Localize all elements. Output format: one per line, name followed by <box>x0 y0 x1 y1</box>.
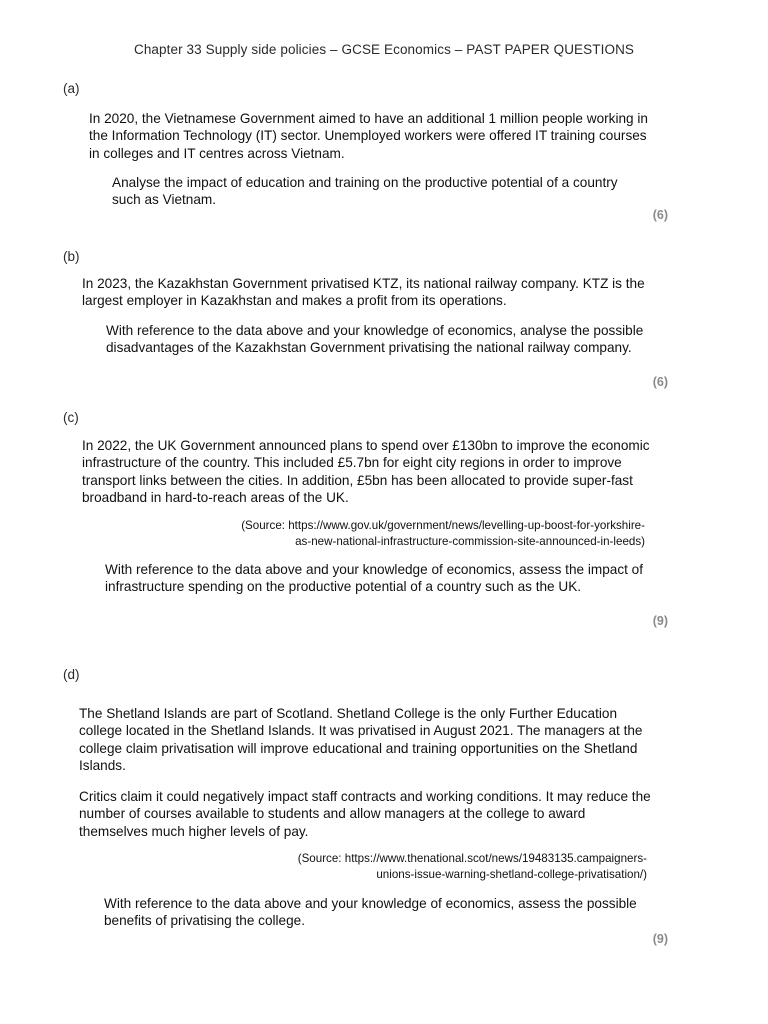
question-a-context: In 2020, the Vietnamese Government aimed to have an additional 1 million people working in the Information Technology (IT) sector. Unemployed workers were offered IT training courses in colleges and IT centres across Vietnam. <box>89 111 648 161</box>
page-header: Chapter 33 Supply side policies – GCSE Economics – PAST PAPER QUESTIONS <box>133 42 635 57</box>
question-c-label: (c) <box>63 410 79 425</box>
question-c-marks: (9) <box>652 614 668 628</box>
question-d-marks: (9) <box>652 932 668 946</box>
question-c-source-line-2: as-new-national-infrastructure-commission-site-announced-in-leeds) <box>295 535 645 548</box>
question-d-source <box>127 851 647 883</box>
question-b-label: (b) <box>63 249 80 264</box>
question-c-task: With reference to the data above and your knowledge of economics, assess the impact of infrastructure spending on the productive potential of a country such as the UK. <box>105 562 644 595</box>
question-d-task: With reference to the data above and your knowledge of economics, assess the possible benefits of privatising the college. <box>104 896 637 929</box>
question-d-context-2: Critics claim it could negatively impact staff contracts and working conditions. It may reduce the number of courses available to students and allow managers at the college to award themselves much higher levels of pay. <box>79 789 651 839</box>
question-b-marks: (6) <box>652 375 668 389</box>
question-c-source-line-1: (Source: https://www.gov.uk/government/news/levelling-up-boost-for-yorkshire- <box>241 519 645 532</box>
question-d-context: The Shetland Islands are part of Scotland. Shetland College is the only Further Education college located in the Shetland Islands. It was privatised in August 2021. The managers at the college claim privatisation will improve educational and training opportunities on the Shetland Islands. <box>79 706 643 774</box>
question-a-label: (a) <box>63 81 80 96</box>
question-d-source-line-1: (Source: https://www.thenational.scot/news/19483135.campaigners- <box>297 852 647 865</box>
question-b-task: With reference to the data above and your knowledge of economics, analyse the possible disadvantages of the Kazakhstan Government privatising the national railway company. <box>106 323 644 356</box>
question-b-context: In 2023, the Kazakhstan Government privatised KTZ, its national railway company. KTZ is the largest employer in Kazakhstan and makes a profit from its operations. <box>82 276 645 309</box>
question-a-marks: (6) <box>652 208 668 222</box>
question-d-source-line-2: unions-issue-warning-shetland-college-privatisation/) <box>376 868 647 881</box>
question-c-source <box>125 518 645 550</box>
question-a-task: Analyse the impact of education and training on the productive potential of a country such as Vietnam. <box>112 175 618 208</box>
question-d-label: (d) <box>63 667 80 682</box>
question-c-context: In 2022, the UK Government announced plans to spend over £130bn to improve the economic infrastructure of the country. This included £5.7bn for eight city regions in order to improve transport links between the cities. In addition, £5bn has been allocated to provide super-fast broadband in hard-to-reach areas of the UK. <box>82 438 650 506</box>
